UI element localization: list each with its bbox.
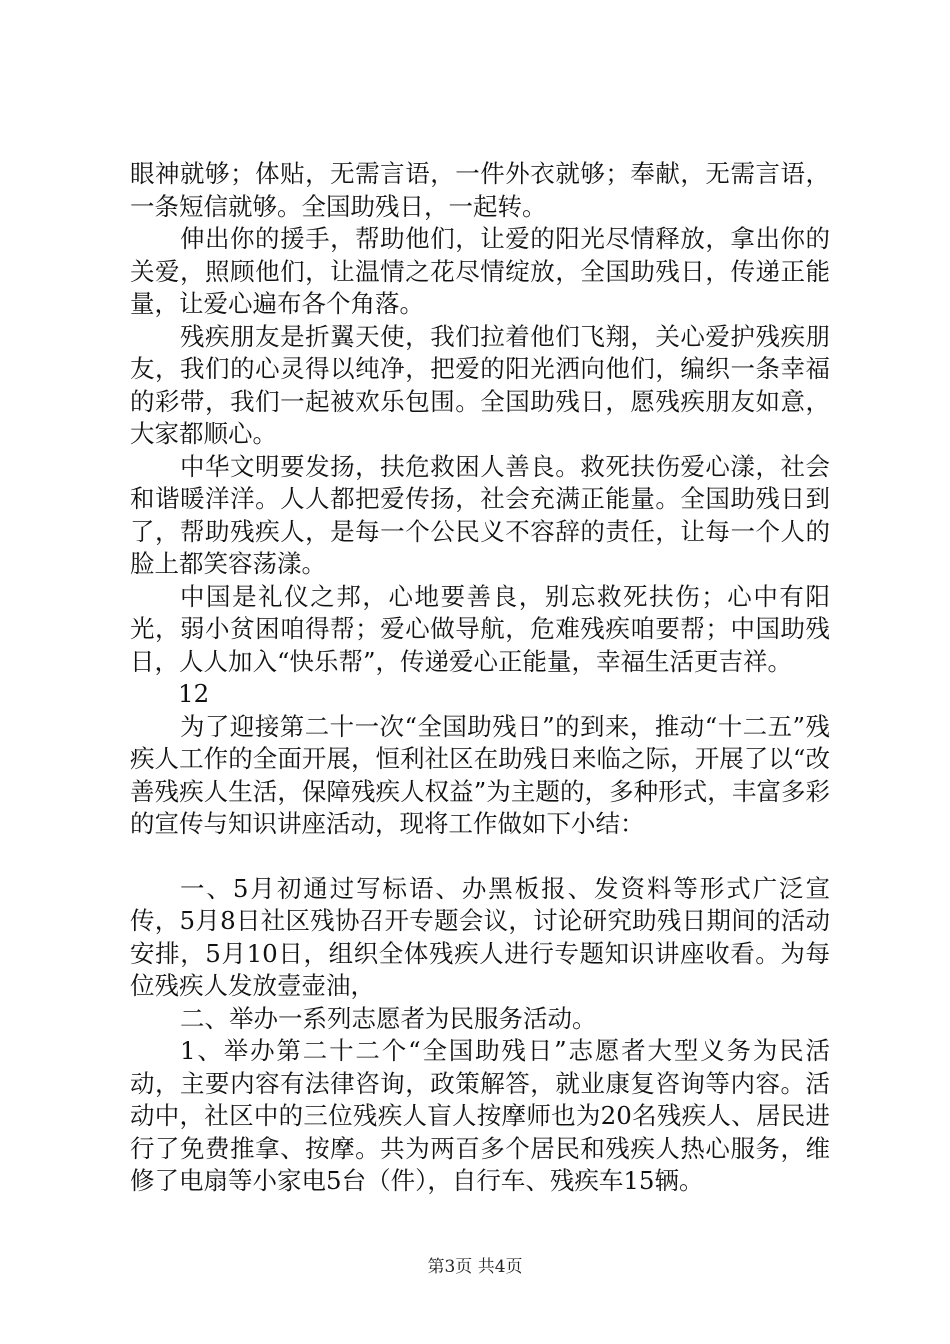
paragraph-2: 伸出你的援手，帮助他们，让爱的阳光尽情释放，拿出你的关爱，照顾他们，让温情之花尽情绽放，全国助残日，传递正能量，让爱心遍布各个角落。 (130, 224, 830, 318)
paragraph-3: 残疾朋友是折翼天使，我们拉着他们飞翔，关心爱护残疾朋友，我们的心灵得以纯净，把爱的阳光洒向他们，编织一条幸福的彩带，我们一起被欢乐包围。全国助残日，愿残疾朋友如意，大家都顺心。 (130, 321, 830, 448)
paragraph-5: 中国是礼仪之邦，心地要善良，别忘救死扶伤；心中有阳光，弱小贫困咱得帮；爱心做导航，危难残疾咱要帮；中国助残日，人人加入“快乐帮”，传递爱心正能量，幸福生活更吉祥。 (130, 581, 830, 676)
paragraph-intro: 为了迎接第二十一次“全国助残日”的到来，推动“十二五”残疾人工作的全面开展，恒利社区在助残日来临之际，开展了以“改善残疾人生活，保障残疾人权益”为主题的，多种形式，丰富多彩的宣传与知识讲座活动，现将工作做如下小结： (130, 711, 830, 838)
paragraph-4: 中华文明要发扬，扶危救困人善良。救死扶伤爱心漾，社会和谐暖洋洋。人人都把爱传扬，社会充满正能量。全国助残日到了，帮助残疾人，是每一个公民义不容辞的责任，让每一个人的脸上都笑容荡漾。 (130, 451, 830, 578)
paragraph-item-2: 二、举办一系列志愿者为民服务活动。 (180, 1003, 597, 1033)
paragraph-item-1: 一、5月初通过写标语、办黑板报、发资料等形式广泛宣传，5月8日社区残协召开专题会议，讨论研究助残日期间的活动安排，5月10日，组织全体残疾人进行专题知识讲座收看。为每位残疾人发放壹壶油， (130, 873, 830, 1000)
section-number: 12 (178, 679, 210, 708)
paragraph-1: 眼神就够；体贴，无需言语，一件外衣就够；奉献，无需言语，一条短信就够。全国助残日，一起转。 (130, 159, 830, 221)
document-body (130, 158, 830, 1198)
page-number-label: 第3页 共4页 (427, 1257, 523, 1277)
page-footer (0, 1252, 950, 1277)
paragraph-subitem-1: 1、举办第二十二个“全国助残日”志愿者大型义务为民活动，主要内容有法律咨询，政策解答，就业康复咨询等内容。活动中，社区中的三位残疾人盲人按摩师也为20名残疾人、居民进行了免费推拿、按摩。共为两百多个居民和残疾人热心服务，维修了电扇等小家电5台（件），自行车、残疾车15辆。 (130, 1036, 830, 1195)
